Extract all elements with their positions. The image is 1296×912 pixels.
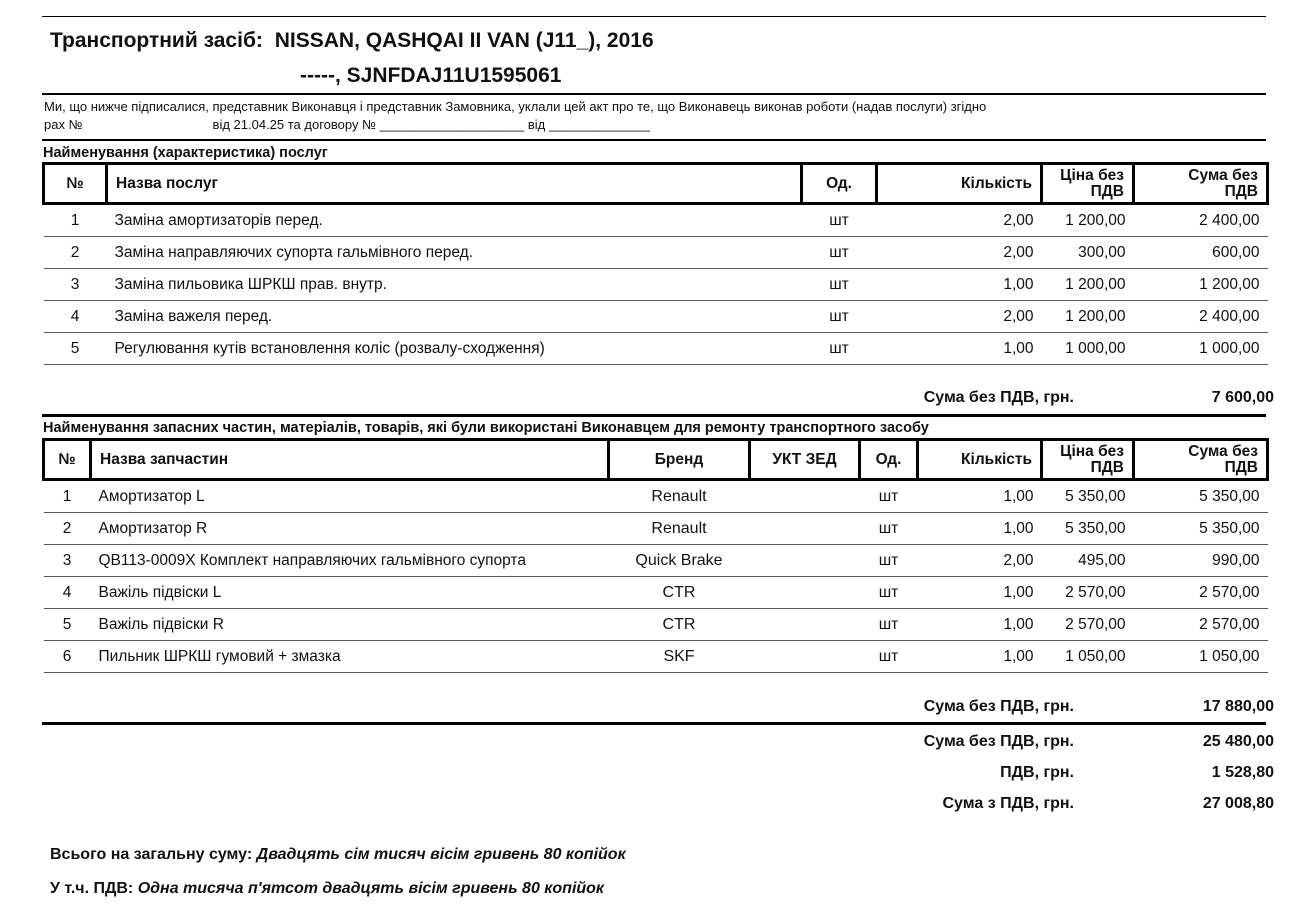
table-row bbox=[44, 333, 1268, 365]
cell-unit: шт bbox=[802, 269, 877, 301]
parts-total-label: Сума без ПДВ, грн. bbox=[923, 698, 1074, 715]
cell-unit: шт bbox=[802, 237, 877, 269]
footer-total-words bbox=[50, 846, 626, 864]
col-price-header: Ціна без ПДВ bbox=[1042, 440, 1134, 480]
table-row bbox=[44, 237, 1268, 269]
cell-ukt bbox=[750, 480, 860, 513]
cell-ukt bbox=[750, 513, 860, 545]
cell-sum: 2 570,00 bbox=[1134, 577, 1268, 609]
cell-qty: 1,00 bbox=[877, 333, 1042, 365]
cell-name: Важіль підвіски L bbox=[91, 577, 609, 609]
col-brand-header: Бренд bbox=[609, 440, 750, 480]
cell-num: 5 bbox=[44, 609, 91, 641]
cell-num: 6 bbox=[44, 641, 91, 673]
cell-price: 300,00 bbox=[1042, 237, 1134, 269]
cell-brand: CTR bbox=[609, 609, 750, 641]
cell-brand: CTR bbox=[609, 577, 750, 609]
cell-price: 1 200,00 bbox=[1042, 269, 1134, 301]
services-total bbox=[674, 389, 1274, 407]
cell-price: 495,00 bbox=[1042, 545, 1134, 577]
cell-qty: 2,00 bbox=[918, 545, 1042, 577]
footer-vat-label: У т.ч. ПДВ: bbox=[50, 880, 134, 897]
cell-num: 3 bbox=[44, 545, 91, 577]
cell-name: Амортизатор L bbox=[91, 480, 609, 513]
cell-qty: 1,00 bbox=[918, 513, 1042, 545]
top-rule bbox=[42, 16, 1266, 17]
cell-sum: 5 350,00 bbox=[1134, 513, 1268, 545]
col-ukt-header: УКТ ЗЕД bbox=[750, 440, 860, 480]
cell-num: 3 bbox=[44, 269, 107, 301]
cell-name: Пильник ШРКШ гумовий + змазка bbox=[91, 641, 609, 673]
cell-qty: 2,00 bbox=[877, 204, 1042, 237]
cell-price: 1 000,00 bbox=[1042, 333, 1134, 365]
cell-price: 5 350,00 bbox=[1042, 480, 1134, 513]
table-row bbox=[44, 641, 1268, 673]
col-qty-header: Кількість bbox=[918, 440, 1042, 480]
cell-unit: шт bbox=[860, 609, 918, 641]
grand-gross-label: Сума з ПДВ, грн. bbox=[942, 795, 1074, 812]
grand-vat-label: ПДВ, грн. bbox=[1000, 764, 1074, 781]
grand-net-value: 25 480,00 bbox=[1202, 733, 1274, 750]
cell-sum: 5 350,00 bbox=[1134, 480, 1268, 513]
cell-unit: шт bbox=[860, 545, 918, 577]
cell-unit: шт bbox=[802, 333, 877, 365]
services-table bbox=[42, 162, 1269, 365]
cell-num: 2 bbox=[44, 237, 107, 269]
cell-num: 4 bbox=[44, 301, 107, 333]
header-rule bbox=[42, 93, 1266, 95]
vehicle-label: Транспортний засіб: bbox=[50, 29, 263, 52]
services-title: Найменування (характеристика) послуг bbox=[43, 145, 328, 161]
cell-unit: шт bbox=[802, 204, 877, 237]
cell-price: 2 570,00 bbox=[1042, 577, 1134, 609]
grand-gross-value: 27 008,80 bbox=[1202, 795, 1274, 812]
col-name-header: Назва послуг bbox=[107, 164, 802, 204]
col-sum-header: Сума без ПДВ bbox=[1134, 164, 1268, 204]
cell-ukt bbox=[750, 545, 860, 577]
services-header-row bbox=[44, 164, 1268, 204]
cell-qty: 1,00 bbox=[918, 480, 1042, 513]
cell-name: Заміна амортизаторів перед. bbox=[107, 204, 802, 237]
footer-total-text: Двадцять сім тисяч вісім гривень 80 копійок bbox=[256, 846, 626, 863]
intro-rule bbox=[42, 139, 1266, 141]
vehicle-vin: -----, SJNFDAJ11U1595061 bbox=[300, 64, 562, 87]
col-price-header: Ціна без ПДВ bbox=[1042, 164, 1134, 204]
parts-header-row bbox=[44, 440, 1268, 480]
grand-vat-value: 1 528,80 bbox=[1211, 764, 1274, 781]
table-row bbox=[44, 577, 1268, 609]
parts-table bbox=[42, 438, 1269, 673]
table-row bbox=[44, 301, 1268, 333]
col-unit-header: Од. bbox=[802, 164, 877, 204]
cell-num: 5 bbox=[44, 333, 107, 365]
intro-line-1: Ми, що нижче підписалися, представник Виконавця і представник Замовника, уклали цей акт про те, що Виконавець виконав роботи (надав послуги) згідно bbox=[44, 99, 987, 114]
cell-sum: 1 050,00 bbox=[1134, 641, 1268, 673]
cell-brand: Renault bbox=[609, 480, 750, 513]
cell-num: 1 bbox=[44, 204, 107, 237]
col-sum-header: Сума без ПДВ bbox=[1134, 440, 1268, 480]
cell-ukt bbox=[750, 641, 860, 673]
cell-brand: SKF bbox=[609, 641, 750, 673]
cell-price: 1 050,00 bbox=[1042, 641, 1134, 673]
cell-sum: 2 570,00 bbox=[1134, 609, 1268, 641]
table-row bbox=[44, 545, 1268, 577]
parts-end-rule bbox=[42, 722, 1266, 725]
parts-total bbox=[674, 698, 1274, 716]
parts-total-value: 17 880,00 bbox=[1202, 698, 1274, 715]
vehicle-heading bbox=[50, 29, 654, 53]
parts-title: Найменування запасних частин, матеріалів, товарів, які були використані Виконавцем для ремонту транспортного засобу bbox=[43, 420, 929, 436]
intro-line-2: рах № від 21.04.25 та договору № ____________________ від ______________ bbox=[44, 117, 651, 132]
col-unit-header: Од. bbox=[860, 440, 918, 480]
cell-name: Заміна важеля перед. bbox=[107, 301, 802, 333]
table-row bbox=[44, 513, 1268, 545]
table-row bbox=[44, 269, 1268, 301]
cell-name: Заміна направляючих супорта гальмівного перед. bbox=[107, 237, 802, 269]
grand-net-label: Сума без ПДВ, грн. bbox=[923, 733, 1074, 750]
cell-num: 2 bbox=[44, 513, 91, 545]
cell-price: 1 200,00 bbox=[1042, 301, 1134, 333]
cell-qty: 2,00 bbox=[877, 301, 1042, 333]
cell-sum: 2 400,00 bbox=[1134, 204, 1268, 237]
cell-sum: 990,00 bbox=[1134, 545, 1268, 577]
cell-brand: Quick Brake bbox=[609, 545, 750, 577]
cell-qty: 1,00 bbox=[877, 269, 1042, 301]
cell-unit: шт bbox=[860, 513, 918, 545]
grand-net-total bbox=[674, 733, 1274, 751]
cell-name: Заміна пильовика ШРКШ прав. внутр. bbox=[107, 269, 802, 301]
cell-name: Регулювання кутів встановлення коліс (розвалу-сходження) bbox=[107, 333, 802, 365]
cell-unit: шт bbox=[802, 301, 877, 333]
cell-ukt bbox=[750, 577, 860, 609]
footer-vat-words bbox=[50, 880, 604, 898]
cell-ukt bbox=[750, 609, 860, 641]
col-name-header: Назва запчастин bbox=[91, 440, 609, 480]
footer-total-label: Всього на загальну суму: bbox=[50, 846, 253, 863]
cell-price: 2 570,00 bbox=[1042, 609, 1134, 641]
col-num-header: № bbox=[44, 164, 107, 204]
footer-vat-text: Одна тисяча п'ятсот двадцять вісім гривень 80 копійок bbox=[137, 880, 605, 897]
services-end-rule bbox=[42, 414, 1266, 417]
table-row bbox=[44, 204, 1268, 237]
services-total-label: Сума без ПДВ, грн. bbox=[923, 389, 1074, 406]
cell-qty: 2,00 bbox=[877, 237, 1042, 269]
cell-unit: шт bbox=[860, 577, 918, 609]
cell-sum: 600,00 bbox=[1134, 237, 1268, 269]
col-num-header: № bbox=[44, 440, 91, 480]
cell-name: Амортизатор R bbox=[91, 513, 609, 545]
services-total-value: 7 600,00 bbox=[1211, 389, 1274, 406]
cell-qty: 1,00 bbox=[918, 609, 1042, 641]
cell-unit: шт bbox=[860, 641, 918, 673]
cell-sum: 1 200,00 bbox=[1134, 269, 1268, 301]
cell-num: 1 bbox=[44, 480, 91, 513]
col-qty-header: Кількість bbox=[877, 164, 1042, 204]
cell-qty: 1,00 bbox=[918, 577, 1042, 609]
grand-gross-total bbox=[674, 795, 1274, 813]
cell-name: Важіль підвіски R bbox=[91, 609, 609, 641]
cell-sum: 2 400,00 bbox=[1134, 301, 1268, 333]
cell-price: 1 200,00 bbox=[1042, 204, 1134, 237]
cell-num: 4 bbox=[44, 577, 91, 609]
cell-sum: 1 000,00 bbox=[1134, 333, 1268, 365]
cell-qty: 1,00 bbox=[918, 641, 1042, 673]
cell-price: 5 350,00 bbox=[1042, 513, 1134, 545]
table-row bbox=[44, 480, 1268, 513]
cell-brand: Renault bbox=[609, 513, 750, 545]
grand-vat-total bbox=[674, 764, 1274, 782]
vehicle-model: NISSAN, QASHQAI II VAN (J11_), 2016 bbox=[274, 29, 654, 52]
cell-unit: шт bbox=[860, 480, 918, 513]
cell-name: QB113-0009X Комплект направляючих гальмівного супорта bbox=[91, 545, 609, 577]
table-row bbox=[44, 609, 1268, 641]
